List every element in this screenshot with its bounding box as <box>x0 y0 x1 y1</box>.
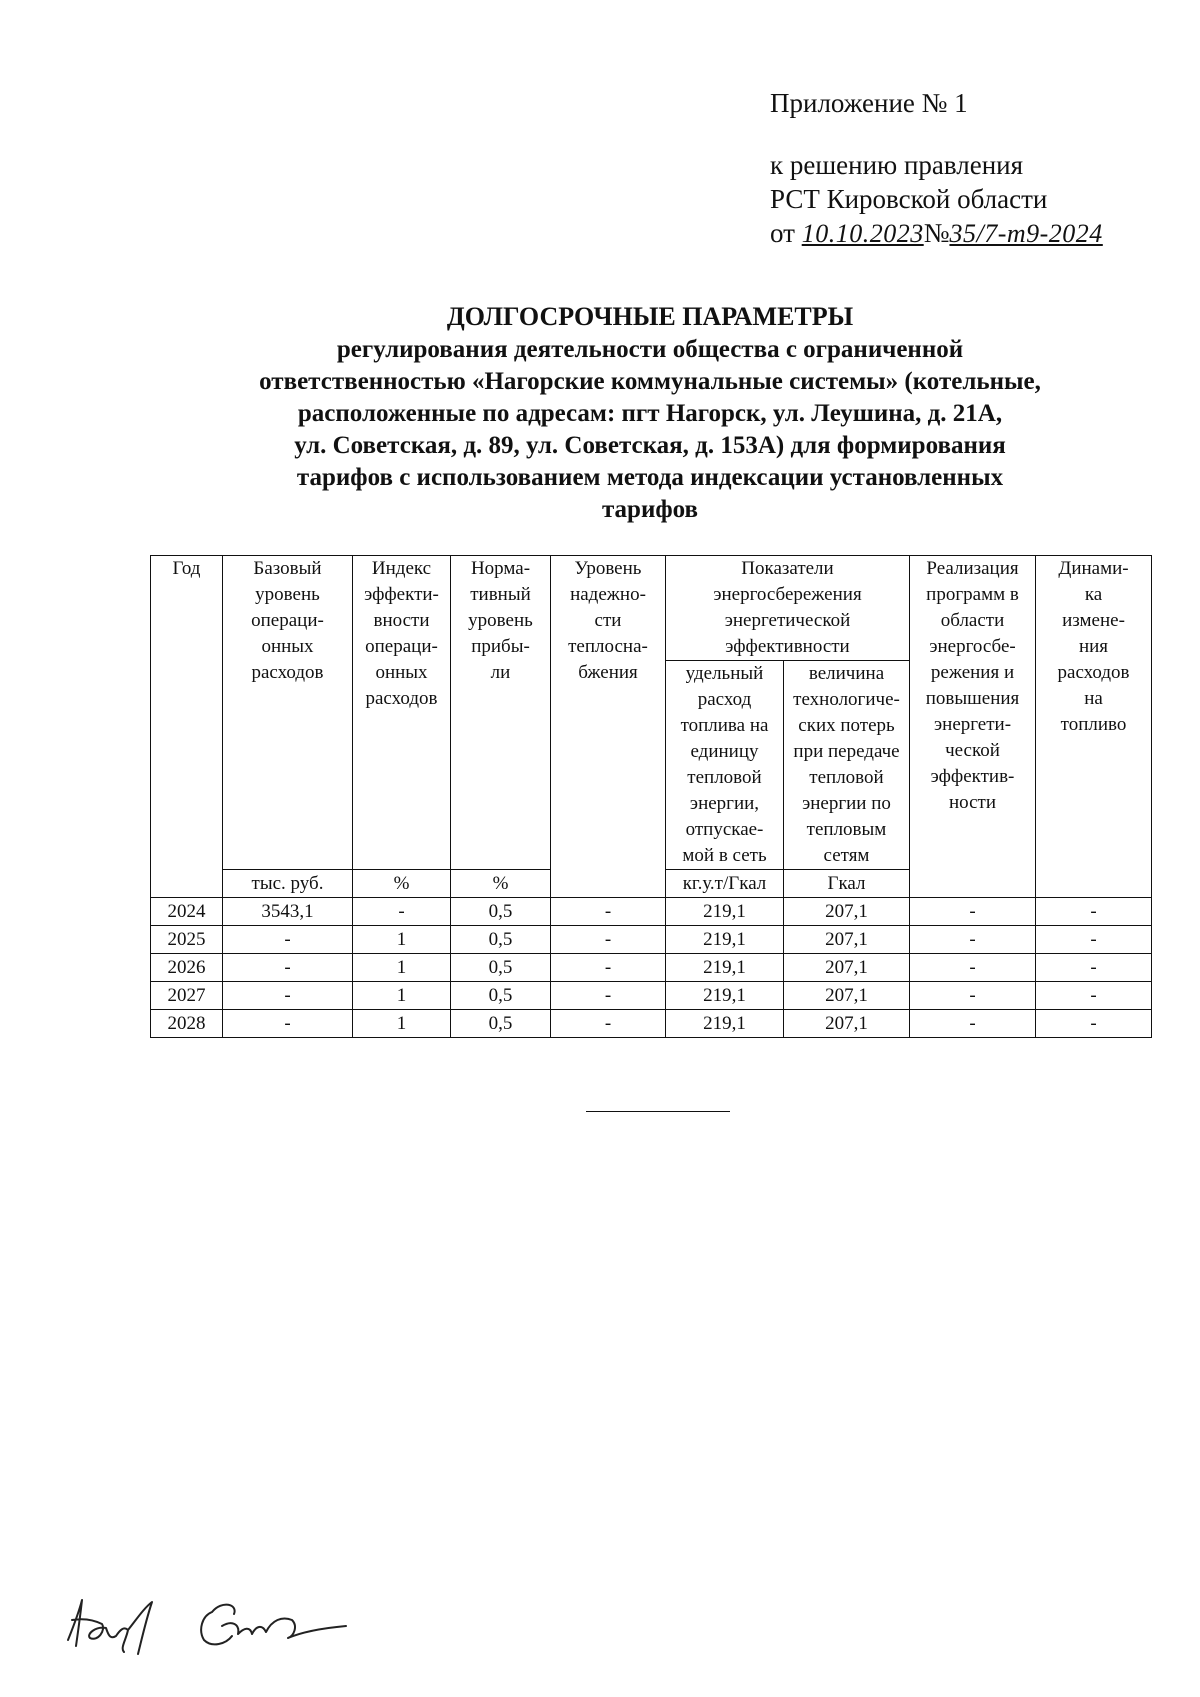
table-row <box>151 926 1152 954</box>
cell-profit-level: 0,5 <box>451 982 551 1010</box>
number-prefix: № <box>923 218 950 248</box>
handwritten-date: 10.10.2023 <box>801 219 924 248</box>
cell-efficiency-index: 1 <box>353 954 451 982</box>
appendix-line-authority: РСТ Кировской области <box>770 184 1048 214</box>
header-programs: Реализация программ в области энергосбе- режения и повышения энергети- ческой эффектив- ности <box>910 556 1036 898</box>
cell-efficiency-index: 1 <box>353 926 451 954</box>
cell-fuel-dynamics: - <box>1036 954 1152 982</box>
cell-profit-level: 0,5 <box>451 898 551 926</box>
header-tech-losses: величина технологиче- ских потерь при передаче тепловой энергии по тепловым сетям <box>784 661 910 870</box>
cell-tech-losses: 207,1 <box>784 898 910 926</box>
header-base-costs: Базовый уровень операци- онных расходов <box>223 556 353 870</box>
appendix-date-line <box>770 216 1103 251</box>
cell-profit-level: 0,5 <box>451 926 551 954</box>
cell-efficiency-index: 1 <box>353 982 451 1010</box>
cell-year: 2026 <box>151 954 223 982</box>
cell-fuel-dynamics: - <box>1036 982 1152 1010</box>
closing-separator-line <box>586 1111 730 1112</box>
appendix-title: Приложение № 1 <box>770 88 968 118</box>
header-efficiency-index: Индекс эффекти- вности операци- онных расходов <box>353 556 451 870</box>
appendix-line-decision: к решению правления <box>770 150 1024 180</box>
header-fuel-dynamics: Динами- ка измене- ния расходов на топливо <box>1036 556 1152 898</box>
handwritten-number: 35/7-т9-2024 <box>949 219 1103 248</box>
cell-base-costs: 3543,1 <box>223 898 353 926</box>
header-profit-level: Норма- тивный уровень прибы- ли <box>451 556 551 870</box>
header-fuel-rate: удельный расход топлива на единицу тепловой энергии, отпускае- мой в сеть <box>666 661 784 870</box>
header-row-1 <box>151 556 1152 661</box>
cell-fuel-rate: 219,1 <box>666 926 784 954</box>
header-reliability: Уровень надежно- сти теплосна- бжения <box>551 556 666 898</box>
cell-fuel-rate: 219,1 <box>666 1010 784 1038</box>
unit-profit-level: % <box>451 870 551 898</box>
header-energy-saving-group: Показатели энергосбережения энергетической эффективности <box>666 556 910 661</box>
cell-profit-level: 0,5 <box>451 954 551 982</box>
cell-year: 2025 <box>151 926 223 954</box>
unit-efficiency-index: % <box>353 870 451 898</box>
date-prefix: от <box>770 218 795 248</box>
table-row <box>151 898 1152 926</box>
cell-programs: - <box>910 954 1036 982</box>
unit-base-costs: тыс. руб. <box>223 870 353 898</box>
cell-fuel-rate: 219,1 <box>666 954 784 982</box>
cell-reliability: - <box>551 982 666 1010</box>
cell-fuel-rate: 219,1 <box>666 982 784 1010</box>
appendix-block <box>770 86 1103 251</box>
header-year: Год <box>151 556 223 898</box>
parameters-table <box>150 555 1152 1038</box>
cell-fuel-dynamics: - <box>1036 898 1152 926</box>
table-row <box>151 982 1152 1010</box>
handwritten-signature <box>62 1590 392 1660</box>
document-subtitle-line-5: тарифов с использованием метода индексации установленных <box>296 464 1004 491</box>
cell-reliability: - <box>551 954 666 982</box>
document-subtitle-line-2: ответственностью «Нагорские коммунальные системы» (котельные, <box>259 368 1041 395</box>
cell-year: 2027 <box>151 982 223 1010</box>
document-subtitle-line-1: регулирования деятельности общества с ограниченной <box>336 336 964 363</box>
document-title: ДОЛГОСРОЧНЫЕ ПАРАМЕТРЫ <box>446 302 854 331</box>
cell-reliability: - <box>551 926 666 954</box>
cell-programs: - <box>910 898 1036 926</box>
cell-base-costs: - <box>223 926 353 954</box>
cell-base-costs: - <box>223 982 353 1010</box>
document-subtitle-line-3: расположенные по адресам: пгт Нагорск, ул. Леушина, д. 21А, <box>297 400 1003 427</box>
cell-year: 2028 <box>151 1010 223 1038</box>
cell-tech-losses: 207,1 <box>784 1010 910 1038</box>
cell-fuel-dynamics: - <box>1036 926 1152 954</box>
cell-programs: - <box>910 926 1036 954</box>
cell-profit-level: 0,5 <box>451 1010 551 1038</box>
cell-fuel-rate: 219,1 <box>666 898 784 926</box>
document-subtitle-line-6: тарифов <box>601 496 699 523</box>
cell-programs: - <box>910 982 1036 1010</box>
cell-base-costs: - <box>223 1010 353 1038</box>
cell-year: 2024 <box>151 898 223 926</box>
cell-tech-losses: 207,1 <box>784 954 910 982</box>
cell-reliability: - <box>551 1010 666 1038</box>
table-row <box>151 954 1152 982</box>
unit-fuel-rate: кг.у.т/Гкал <box>666 870 784 898</box>
document-heading <box>140 300 1160 526</box>
unit-tech-losses: Гкал <box>784 870 910 898</box>
document-subtitle-line-4: ул. Советская, д. 89, ул. Советская, д. 153А) для формирования <box>294 432 1006 459</box>
table-row <box>151 1010 1152 1038</box>
cell-fuel-dynamics: - <box>1036 1010 1152 1038</box>
cell-tech-losses: 207,1 <box>784 982 910 1010</box>
cell-programs: - <box>910 1010 1036 1038</box>
cell-base-costs: - <box>223 954 353 982</box>
cell-efficiency-index: 1 <box>353 1010 451 1038</box>
cell-reliability: - <box>551 898 666 926</box>
cell-efficiency-index: - <box>353 898 451 926</box>
cell-tech-losses: 207,1 <box>784 926 910 954</box>
